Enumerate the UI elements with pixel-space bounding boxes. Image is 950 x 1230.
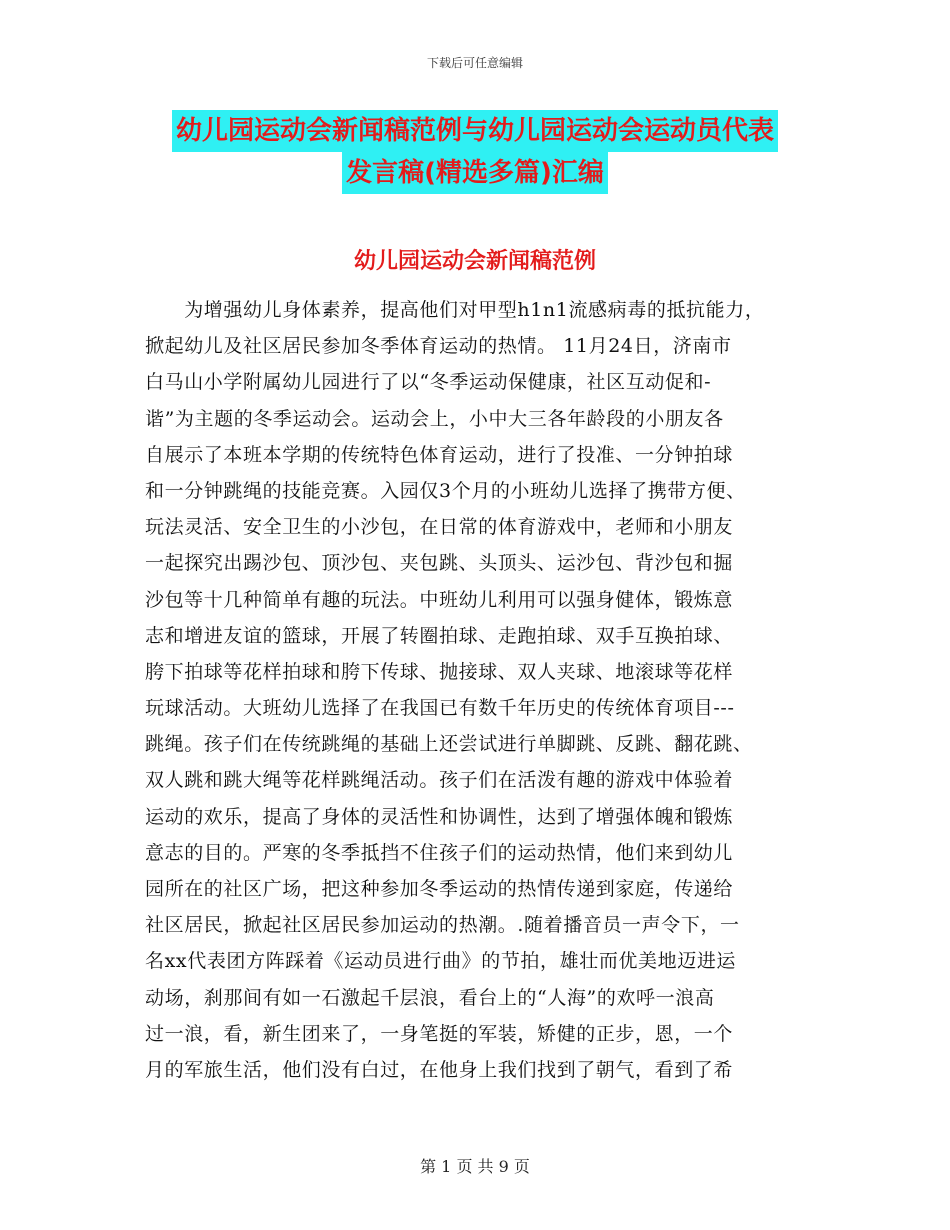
document-title-line-1: 幼儿园运动会新闻稿范例与幼儿园运动会运动员代表 <box>172 110 778 152</box>
body-line: 白马山小学附属幼儿园进行了以“冬季运动保健康，社区互动促和- <box>145 371 712 394</box>
page-number-footer: 第 1 页 共 9 页 <box>420 1157 530 1176</box>
body-paragraph <box>145 292 815 1088</box>
body-line: 动场，刹那间有如一石激起千层浪，看台上的“人海”的欢呼一浪高 <box>145 986 715 1009</box>
header-note: 下载后可任意编辑 <box>426 56 523 70</box>
body-line: 和一分钟跳绳的技能竞赛。入园仅3个月的小班幼儿选择了携带方便、 <box>145 479 746 502</box>
body-line: 玩球活动。大班幼儿选择了在我国已有数千年历史的传统体育项目--- <box>145 697 735 720</box>
body-line: 跳绳。孩子们在传统跳绳的基础上还尝试进行单脚跳、反跳、翻花跳、 <box>145 733 753 756</box>
document-title-line-2: 发言稿(精选多篇)汇编 <box>342 152 608 194</box>
body-line: 沙包等十几种简单有趣的玩法。中班幼儿利用可以强身健体，锻炼意 <box>145 588 734 611</box>
body-line: 胯下拍球等花样拍球和胯下传球、抛接球、双人夹球、地滚球等花样 <box>145 660 734 683</box>
body-line: 过一浪，看，新生团来了，一身笔挺的军装，矫健的正步，恩，一个 <box>145 1022 734 1045</box>
body-line: 双人跳和跳大绳等花样跳绳活动。孩子们在活泼有趣的游戏中体验着 <box>145 769 734 792</box>
body-line: 自展示了本班本学期的传统特色体育运动，进行了投准、一分钟拍球 <box>145 443 734 466</box>
body-line: 社区居民，掀起社区居民参加运动的热潮。.随着播音员一声令下，一 <box>145 914 740 937</box>
body-line: 园所在的社区广场，把这种参加冬季运动的热情传递到家庭，传递给 <box>145 878 734 900</box>
body-line: 为增强幼儿身体素养，提高他们对甲型h1n1流感病毒的抵抗能力， <box>145 299 765 321</box>
body-line: 名xx代表团方阵踩着《运动员进行曲》的节拍，雄壮而优美地迈进运 <box>145 950 737 973</box>
body-line: 运动的欢乐，提高了身体的灵活性和协调性，达到了增强体魄和锻炼 <box>145 805 734 828</box>
body-line: 月的军旅生活，他们没有白过，在他身上我们找到了朝气，看到了希 <box>145 1058 734 1081</box>
body-line: 玩法灵活、安全卫生的小沙包，在日常的体育游戏中，老师和小朋友 <box>145 516 734 539</box>
body-line: 一起探究出踢沙包、顶沙包、夹包跳、头顶头、运沙包、背沙包和掘 <box>145 552 734 575</box>
body-line: 谐”为主题的冬季运动会。运动会上，小中大三各年龄段的小朋友各 <box>145 407 724 430</box>
body-line: 志和增进友谊的篮球，开展了转圈拍球、走跑拍球、双手互换拍球、 <box>145 624 734 647</box>
body-line: 掀起幼儿及社区居民参加冬季体育运动的热情。 11月24日，济南市 <box>145 335 732 358</box>
document-title <box>0 110 950 194</box>
body-line: 意志的目的。严寒的冬季抵挡不住孩子们的运动热情，他们来到幼儿 <box>145 841 734 864</box>
section-heading: 幼儿园运动会新闻稿范例 <box>353 249 596 274</box>
